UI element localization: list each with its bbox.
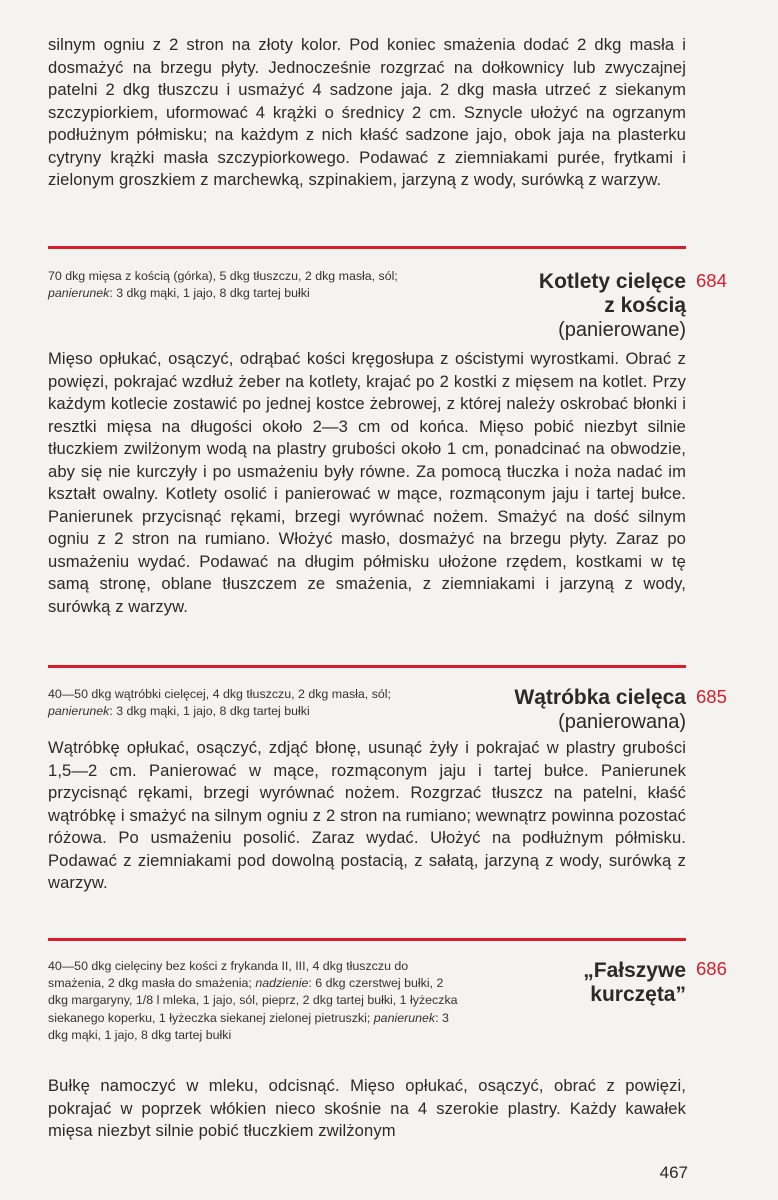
ingredients-text: : 3 dkg mąki, 1 jajo, 8 dkg tartej bułki: [48, 1010, 449, 1042]
ingredients-text: 40—50 dkg wątróbki cielęcej, 4 dkg tłuszczu, 2 dkg masła, sól;: [48, 687, 391, 701]
ingredients-text: : 3 dkg mąki, 1 jajo, 8 dkg tartej bułki: [109, 704, 310, 719]
ingredients-label: panierunek: [48, 704, 110, 719]
divider-rule: [48, 665, 686, 668]
ingredients-label: nadzienie: [255, 976, 309, 991]
ingredients-686: [48, 958, 458, 1044]
ingredients-text: 40—50 dkg cielęciny bez kości z frykanda II, III, 4 dkg tłuszczu do smażenia, 2 dkg masła do smażenia;: [48, 959, 409, 991]
ingredients-text: : 6 dkg czerstwej bułki, 2 dkg margaryny, 1/8 l mleka, 1 jajo, sól, pieprz, 2 dkg tartej bułki, 1 łyżeczka siekanego koperku, 1 łyżeczka siekanej zielonej pietruszki;: [48, 976, 458, 1025]
recipe-subtitle: (panierowane): [558, 319, 686, 341]
ingredients-label: panierunek: [373, 1010, 436, 1025]
recipe-title: Wątróbka cielęca: [514, 686, 686, 709]
ingredients-685: [48, 686, 458, 720]
recipe-number: 685: [696, 686, 727, 707]
page-number: 467: [659, 1163, 688, 1182]
recipe-number: 684: [696, 270, 727, 291]
recipe-title: „Fałszywe: [583, 959, 686, 982]
ingredients-label: panierunek: [48, 286, 110, 301]
ingredients-text: : 3 dkg mąki, 1 jajo, 8 dkg tartej bułki: [109, 286, 310, 301]
ingredients-text: 70 dkg mięsa z kością (górka), 5 dkg tłuszczu, 2 dkg masła, sól;: [48, 269, 398, 283]
recipe-body-684: Mięso opłukać, osączyć, odrąbać kości kręgosłupa z ościstymi wyrostkami. Obrać z powięzi, pokrajać wzdłuż żeber na kotlety, krajać po 2 kostki z mięsem na kotlet. Przy każdym kotlecie zostawić po jednej kostce żebrowej, z której należy oskrobać błonki i resztki mięsa na długości około 2—3 cm od końca. Mięso pobić niezbyt silnie tłuczkiem zwilżonym wodą na plastry grubości około 1 cm, ponadcinać na obwodzie, aby się nie kurczyły i po usmażeniu były równe. Za pomocą tłuczka i noża nadać im kształt owalny. Kotlety osolić i panierować w mące, rozmąconym jaju i tartej bułce. Panierunek przycisnąć rękami, brzegi wyrównać nożem. Smażyć na dość silnym ogniu z 2 stron na rumiano. Włożyć masło, dosmażyć na brzegu płyty. Zaraz po usmażeniu wydać. Podawać na długim półmisku ułożone rzędem, kostkami w tę samą stronę, oblane tłuszczem ze smażenia, z ziemniakami i jarzyną z wody, surówką z warzyw.: [48, 349, 686, 616]
recipe-number: 686: [696, 958, 727, 979]
divider-rule: [48, 246, 686, 249]
recipe-title: kurczęta”: [590, 983, 686, 1006]
recipe-body-686: Bułkę namoczyć w mleku, odcisnąć. Mięso opłukać, osączyć, obrać z powięzi, pokrajać w poprzek włókien nieco skośnie na 4 szerokie plastry. Każdy kawałek mięsa niezbyt silnie pobić tłuczkiem zwilżonym: [48, 1076, 686, 1140]
ingredients-684: [48, 268, 458, 302]
recipe-title: z kością: [604, 294, 686, 317]
divider-rule: [48, 938, 686, 941]
recipe-title: Kotlety cielęce: [538, 270, 686, 293]
recipe-body-685: Wątróbkę opłukać, osączyć, zdjąć błonę, usunąć żyły i pokrajać w plastry grubości 1,5—2 cm. Panierować w mące, rozmąconym jaju i tartej bułce. Panierunek przycisnąć rękami, brzegi wyrównać nożem. Rozgrzać tłuszcz na patelni, kłaść wątróbkę i smażyć na silnym ogniu z 2 stron na rumiano; wewnątrz powinna pozostać różowa. Po usmażeniu posolić. Zaraz wydać. Ułożyć na podłużnym półmisku. Podawać z ziemniakami pod dowolną postacią, z sałatą, jarzyną z wody, surówką z warzyw.: [48, 738, 686, 892]
intro-paragraph: silnym ogniu z 2 stron na złoty kolor. Pod koniec smażenia dodać 2 dkg masła i dosmażyć na brzegu płyty. Jednocześnie rozgrzać na dołkownicy lub zwyczajnej patelni 2 dkg tłuszczu i usmażyć 4 sadzone jaja. 2 dkg masła utrzeć z siekanym szczypiorkiem, uformować 4 krążki o średnicy 2 cm. Sznycle ułożyć na ogrzanym podłużnym półmisku; na każdym z nich kłaść sadzone jajo, obok jaja na plasterku cytryny krążki masła szczypiorkowego. Podawać z ziemniakami purée, frytkami i zielonym groszkiem z marchewką, szpinakiem, jarzyną z wody, surówką z warzyw.: [48, 35, 686, 189]
recipe-subtitle: (panierowana): [558, 711, 686, 733]
